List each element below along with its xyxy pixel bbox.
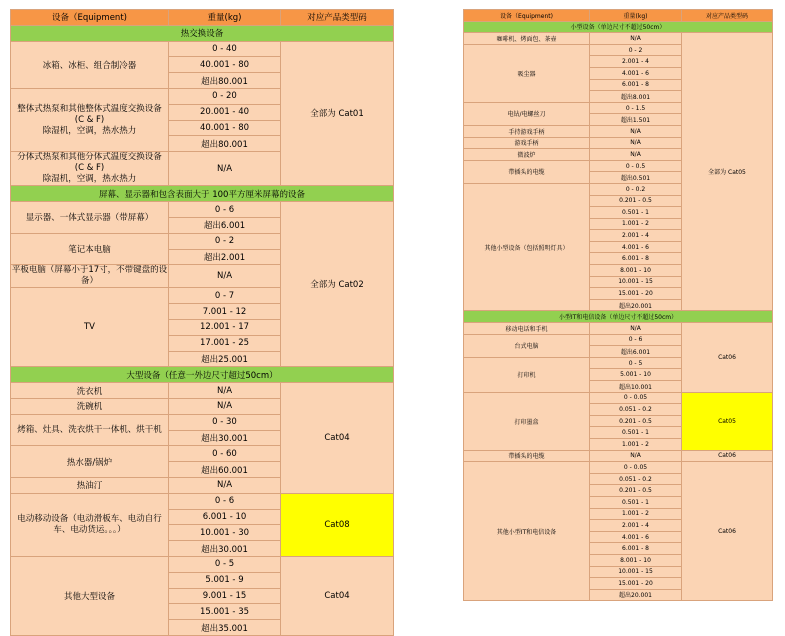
weight-range: 0 - 1.5 [590,102,682,114]
weight-range: 超出2.001 [169,249,281,265]
equipment-coffee: 咖啡机、烤面包、茶壶 [464,33,590,45]
weight-range: 40.001 - 80 [169,120,281,136]
equipment-oven: 烤箱、灶具、洗衣烘干一体机、烘干机 [11,414,169,446]
table-header-row [11,10,394,26]
equipment-table-right [463,9,773,601]
weight-range: 0.051 - 0.2 [590,473,682,485]
equipment-desktop: 台式电脑 [464,334,590,357]
equipment-heat-pump [11,88,169,151]
weight-range: 0 - 20 [169,88,281,104]
section-screens: 屏幕、显示器和包含表面大于 100平方厘米屏幕的设备 [11,186,394,202]
weight-range: 20.001 - 40 [169,104,281,120]
category-code: Cat04 [281,556,394,635]
weight-range: 10.001 - 15 [590,566,682,578]
category-code: Cat04 [281,383,394,494]
weight-range: 0.051 - 0.2 [590,404,682,416]
section-small-it: 小型IT和电信设备（单边尺寸不超过50cm） [464,311,773,323]
equipment-other-large: 其他大型设备 [11,556,169,635]
equipment-microwave: 微波炉 [464,149,590,161]
equipment-tv: TV [11,288,169,367]
table-header-row [464,10,773,22]
weight-range: 0 - 30 [169,414,281,430]
equipment-monitor: 显示器、一体式显示器（带屏幕） [11,202,169,234]
category-code: Cat06 [682,450,773,462]
weight-range: 超出1.501 [590,114,682,126]
weight-range: 1.001 - 2 [590,438,682,450]
weight-range: 7.001 - 12 [169,304,281,320]
weight-range: 15.001 - 35 [169,604,281,620]
weight-range: 0 - 60 [169,446,281,462]
weight-range: 6.001 - 8 [590,543,682,555]
weight-range: 0.501 - 1 [590,496,682,508]
weight-range: 2.001 - 4 [590,56,682,68]
category-code: 全部为 Cat05 [682,33,773,311]
section-heat-exchange: 热交换设备 [11,25,394,41]
equipment-mobile-phone: 移动电话和手机 [464,323,590,335]
weight-range: 超出0.501 [590,172,682,184]
equipment-other-small: 其他小型设备（包括照明灯具） [464,183,590,311]
weight-range: 0.501 - 1 [590,207,682,219]
category-code-highlight: Cat05 [682,392,773,450]
weight-range: 15.001 - 20 [590,288,682,300]
equipment-cable: 带插头的电缆 [464,160,590,183]
header-weight: 重量(kg) [590,10,682,22]
weight-range: 4.001 - 6 [590,531,682,543]
weight-range: 0 - 6 [590,334,682,346]
weight-range: 超出8.001 [590,91,682,103]
equipment-split-heat-pump [11,152,169,186]
equipment-oil-heater: 热油汀 [11,477,169,493]
weight-range: 4.001 - 6 [590,67,682,79]
weight-range: N/A [169,152,281,186]
weight-range: N/A [590,125,682,137]
section-large-equipment: 大型设备（任意一外边尺寸超过50cm） [11,367,394,383]
header-weight: 重量(kg) [169,10,281,26]
equipment-washer: 洗衣机 [11,383,169,399]
weight-range: 2.001 - 4 [590,520,682,532]
section-small-equipment: 小型设备（单边尺寸不超过50cm） [464,21,773,33]
weight-range: 8.001 - 10 [590,265,682,277]
equipment-line: (C & F) [74,163,105,174]
weight-range: 10.001 - 30 [169,525,281,541]
weight-range: 0.201 - 0.5 [590,415,682,427]
equipment-other-it: 其他小型IT和电信设备 [464,462,590,601]
weight-range: 0 - 2 [590,44,682,56]
weight-range: 6.001 - 8 [590,253,682,265]
weight-range: 6.001 - 10 [169,509,281,525]
weight-range: 2.001 - 4 [590,230,682,242]
weight-range: 超出20.001 [590,589,682,601]
weight-range: 0 - 5 [590,357,682,369]
weight-range: N/A [590,149,682,161]
weight-range: 0 - 0.05 [590,392,682,404]
equipment-cartridge: 打印墨盒 [464,392,590,450]
equipment-line: 除湿机，空调，热水热力 [42,125,137,136]
weight-range: 超出60.001 [169,462,281,478]
weight-range: 超出25.001 [169,351,281,367]
weight-range: 0 - 5 [169,556,281,572]
weight-range: 超出80.001 [169,136,281,152]
equipment-drill: 电钻/电螺丝刀 [464,102,590,125]
weight-range: N/A [590,450,682,462]
weight-range: 5.001 - 10 [590,369,682,381]
weight-range: N/A [590,323,682,335]
header-category-code: 对应产品类型码 [682,10,773,22]
equipment-line: 车、电动货运。。。） [53,524,126,535]
weight-range: N/A [169,265,281,288]
weight-range: 0 - 0.2 [590,183,682,195]
equipment-printer: 打印机 [464,357,590,392]
category-code: 全部为 Cat01 [281,41,394,186]
category-code: 全部为 Cat02 [281,202,394,367]
weight-range: 17.001 - 25 [169,335,281,351]
equipment-laptop: 笔记本电脑 [11,233,169,265]
weight-range: 8.001 - 10 [590,554,682,566]
weight-range: 0 - 6 [169,493,281,509]
weight-range: N/A [169,383,281,399]
weight-range: 超出35.001 [169,620,281,636]
weight-range: 0.201 - 0.5 [590,485,682,497]
weight-range: N/A [169,398,281,414]
equipment-line: (C & F) [74,114,105,125]
equipment-water-heater: 热水器/锅炉 [11,446,169,478]
weight-range: 0 - 2 [169,233,281,249]
category-code: Cat06 [682,462,773,601]
weight-range: 0 - 40 [169,41,281,57]
category-code: Cat06 [682,323,773,393]
equipment-line: 整体式热泵和其他整体式温度交换设备 [17,103,162,114]
weight-range: N/A [590,137,682,149]
weight-range: N/A [169,477,281,493]
weight-range: 0.501 - 1 [590,427,682,439]
weight-range: N/A [590,33,682,45]
header-equipment: 设备（Equipment) [11,10,169,26]
weight-range: 15.001 - 20 [590,578,682,590]
weight-range: 超出6.001 [590,346,682,358]
equipment-line: 电动移动设备（电动滑板车、电动自行 [17,513,162,524]
header-category-code: 对应产品类型码 [281,10,394,26]
weight-range: 12.001 - 17 [169,319,281,335]
equipment-cable-it: 带插头的电缆 [464,450,590,462]
equipment-dishwasher: 洗碗机 [11,398,169,414]
equipment-gamepad: 游戏手柄 [464,137,590,149]
weight-range: 10.001 - 15 [590,276,682,288]
weight-range: 1.001 - 2 [590,218,682,230]
equipment-e-mobility [11,493,169,556]
equipment-handheld-console: 手持游戏手柄 [464,125,590,137]
equipment-line: 分体式热泵和其他分体式温度交换设备 [17,152,162,163]
equipment-vacuum: 吸尘器 [464,44,590,102]
weight-range: 40.001 - 80 [169,57,281,73]
weight-range: 6.001 - 8 [590,79,682,91]
equipment-fridge: 冰箱、冰柜、组合制冷器 [11,41,169,88]
category-code-highlight: Cat08 [281,493,394,556]
weight-range: 0 - 0.05 [590,462,682,474]
weight-range: 0.201 - 0.5 [590,195,682,207]
weight-range: 5.001 - 9 [169,572,281,588]
equipment-tablet: 平板电脑（屏幕小于17寸，不带键盘的设备） [11,265,168,287]
weight-range: 超出20.001 [590,299,682,311]
equipment-line: 除湿机，空调，热水热力 [42,174,137,185]
weight-range: 9.001 - 15 [169,588,281,604]
weight-range: 1.001 - 2 [590,508,682,520]
weight-range: 超出10.001 [590,381,682,393]
weight-range: 0 - 7 [169,288,281,304]
weight-range: 4.001 - 6 [590,241,682,253]
weight-range: 0 - 6 [169,202,281,218]
weight-range: 超出30.001 [169,430,281,446]
header-equipment: 设备（Equipment) [464,10,590,22]
equipment-table-left [10,9,394,636]
weight-range: 超出6.001 [169,217,281,233]
weight-range: 超出80.001 [169,73,281,89]
weight-range: 超出30.001 [169,541,281,557]
weight-range: 0 - 0.5 [590,160,682,172]
